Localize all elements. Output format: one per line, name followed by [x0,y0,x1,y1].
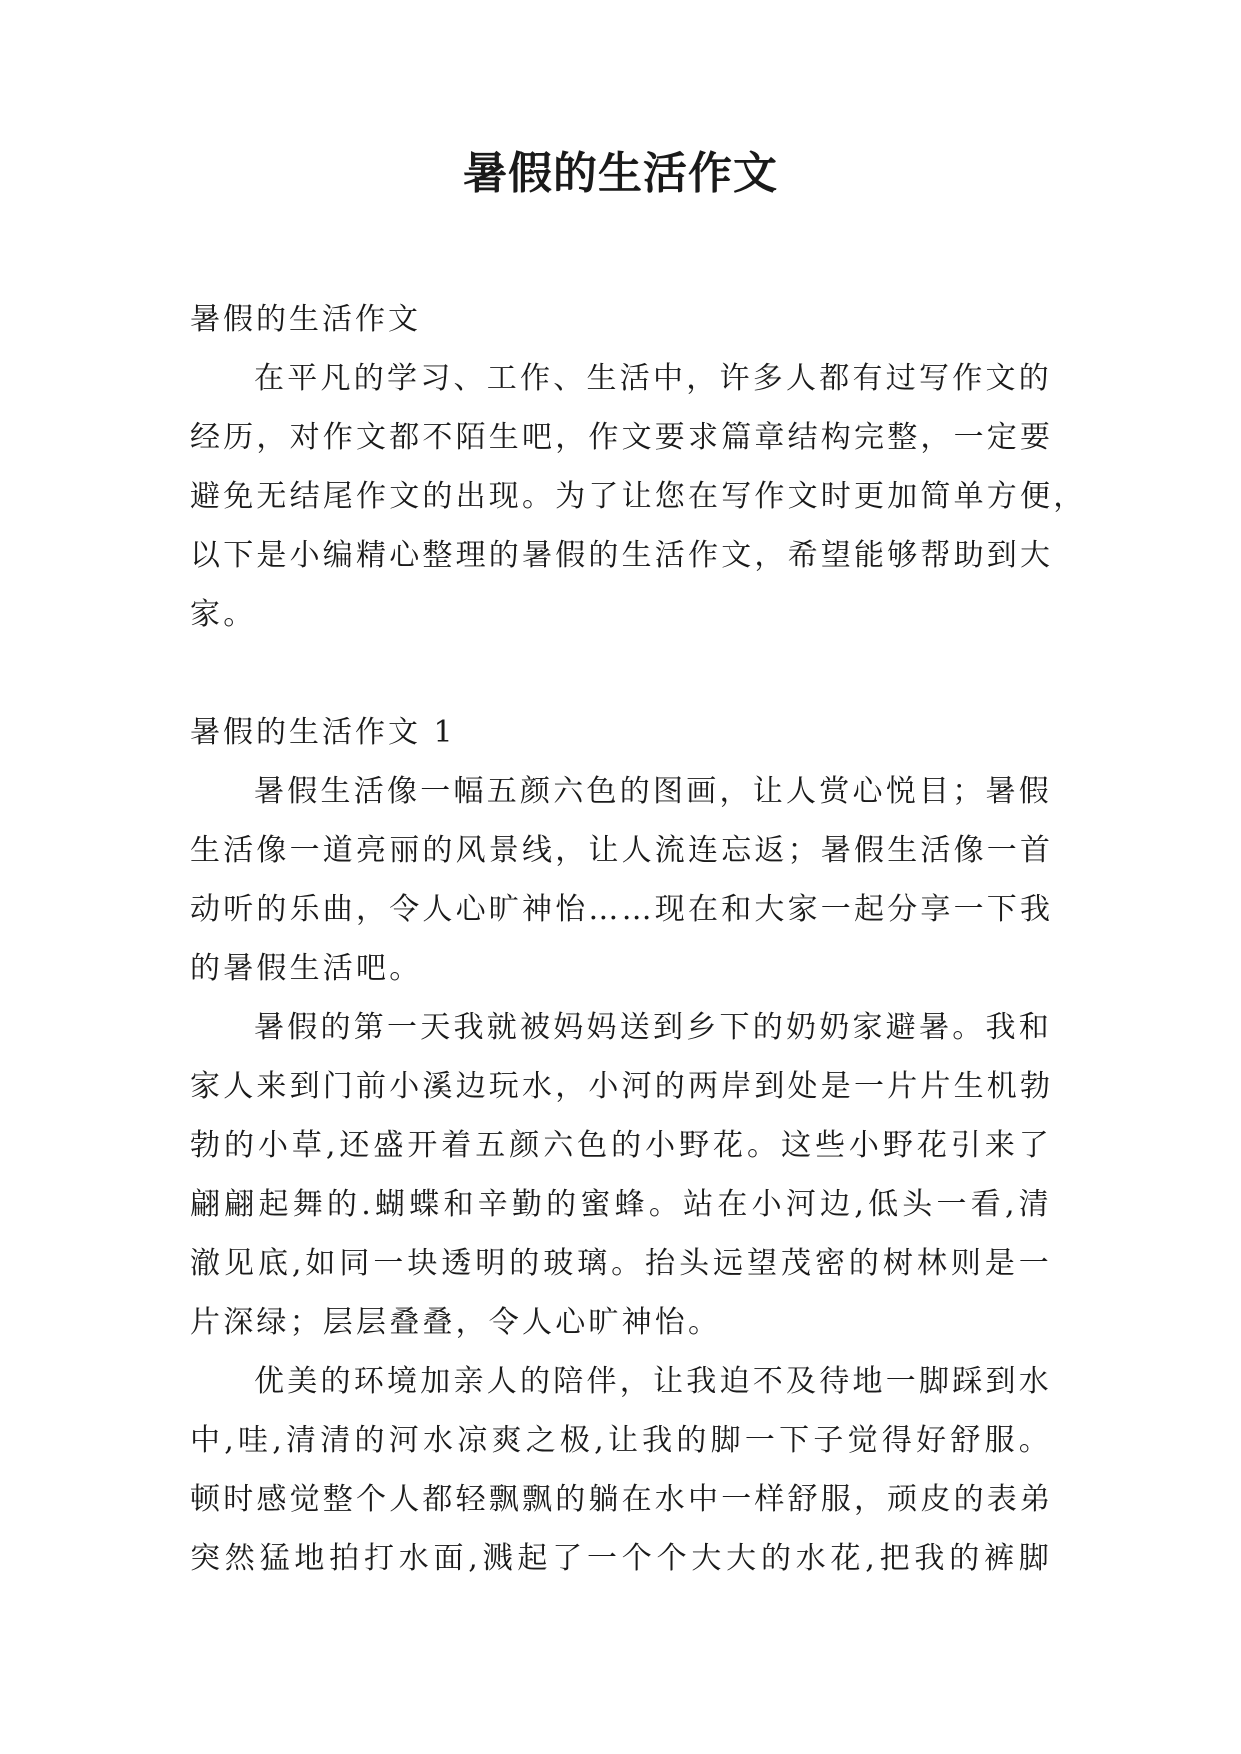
text-line: 避免无结尾作文的出现。为了让您在写作文时更加简单方便， [190,479,1087,514]
text-line: 以下是小编精心整理的暑假的生活作文，希望能够帮助到大 [190,538,1054,573]
text-line: 在平凡的学习、工作、生活中，许多人都有过写作文的 [254,361,1052,396]
intro-paragraph [190,349,1087,644]
text-line: 优美的环境加亲人的陪伴，让我迫不及待地一脚踩到水 [254,1364,1052,1399]
text-line: 暑假的第一天我就被妈妈送到乡下的奶奶家避暑。我和 [254,1010,1052,1045]
text-line: 家。 [190,597,257,632]
text-line: 突然猛地拍打水面,溅起了一个个大大的水花,把我的裤脚 [190,1541,1052,1576]
text-line: 生活像一道亮丽的风景线，让人流连忘返；暑假生活像一首 [190,833,1054,868]
section-spacer [190,644,1052,703]
text-line: 顿时感觉整个人都轻飘飘的躺在水中一样舒服，顽皮的表弟 [190,1482,1054,1517]
text-line: 的暑假生活吧。 [190,951,423,986]
text-line: 动听的乐曲，令人心旷神怡……现在和大家一起分享一下我 [190,892,1054,927]
essay-paragraph-2 [190,998,1052,1352]
document-body [190,290,1087,1588]
text-line: 翩翩起舞的.蝴蝶和辛勤的蜜蜂。站在小河边,低头一看,清 [190,1187,1052,1222]
text-line: 经历，对作文都不陌生吧，作文要求篇章结构完整，一定要 [190,420,1054,455]
text-line: 澈见底,如同一块透明的玻璃。抬头远望茂密的树林则是一 [190,1246,1052,1281]
text-line: 暑假生活像一幅五颜六色的图画，让人赏心悦目；暑假 [254,774,1052,809]
text-line: 勃的小草,还盛开着五颜六色的小野花。这些小野花引来了 [190,1128,1052,1163]
document-title: 暑假的生活作文 [463,148,778,199]
intro-heading: 暑假的生活作文 [190,302,421,337]
essay-paragraph-1 [190,762,1052,998]
text-line: 中,哇,清清的河水凉爽之极,让我的脚一下子觉得好舒服。 [190,1423,1052,1458]
essay-heading: 暑假的生活作文 1 [190,715,456,750]
text-line: 家人来到门前小溪边玩水，小河的两岸到处是一片片生机勃 [190,1069,1054,1104]
text-line: 片深绿；层层叠叠，令人心旷神怡。 [190,1305,722,1340]
essay-paragraph-3 [190,1352,1052,1588]
